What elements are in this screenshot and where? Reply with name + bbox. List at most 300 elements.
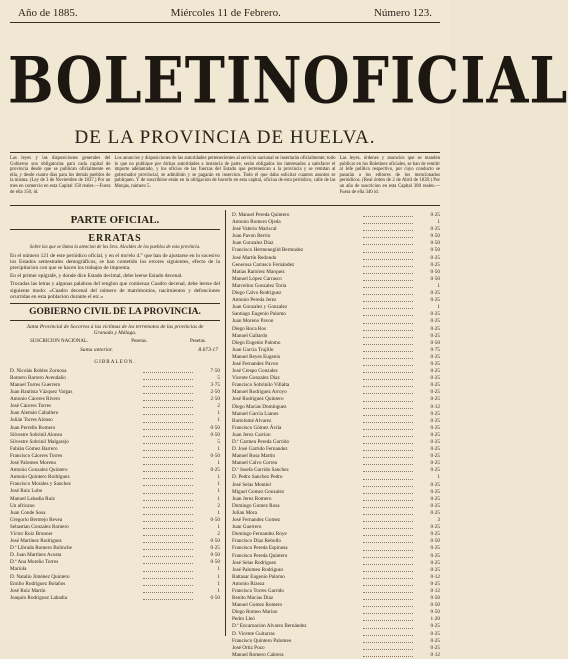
donor-amount: 7·50	[210, 367, 220, 374]
donor-name: José Palomeo Rodriguez	[232, 566, 284, 573]
donor-row	[232, 638, 440, 645]
donor-name: Manuel Gallardo	[232, 332, 268, 339]
donor-amount: 0·75	[430, 346, 440, 353]
donor-row	[10, 389, 220, 396]
donor-row	[232, 368, 440, 375]
donor-name: D. Pedro Sanchez Pedro	[232, 474, 283, 481]
donor-row	[232, 616, 440, 623]
dot-leader	[143, 403, 193, 408]
dot-leader	[143, 496, 193, 501]
donor-row	[10, 396, 220, 403]
right-column	[232, 212, 440, 658]
dot-leader	[143, 545, 193, 550]
dot-leader	[143, 389, 193, 394]
column-separator	[225, 210, 226, 636]
donor-name: Juan Garcia Trujillo	[232, 346, 274, 353]
donor-name: Julián Torres Alonso	[10, 417, 53, 424]
gobierno-heading: GOBIERNO CIVIL DE LA PROVINCIA.	[29, 307, 201, 318]
previous-sum	[10, 344, 220, 355]
donor-row	[232, 333, 440, 340]
donor-row	[10, 581, 220, 588]
donor-name: Francisco Hermenegild Bermudez	[232, 247, 304, 254]
donor-name: Diego Eugenio Palomo	[232, 339, 281, 346]
dot-leader	[143, 517, 193, 522]
donor-name: D.ª Josefa Garrido Sanchez	[232, 467, 289, 474]
donor-amount: 0·50	[430, 595, 440, 602]
donor-amount: 0·25	[430, 375, 440, 382]
donor-row	[232, 474, 440, 481]
donor-row	[232, 609, 440, 616]
donor-name: Juan Conde Sosa	[10, 509, 46, 516]
donor-row	[10, 417, 220, 424]
dot-leader	[363, 453, 413, 458]
donor-row	[232, 545, 440, 552]
donor-name: Antonio Pereda Jerez	[232, 297, 277, 304]
donor-row	[10, 496, 220, 503]
donor-row	[232, 375, 440, 382]
dot-leader	[363, 347, 413, 352]
donor-row	[232, 581, 440, 588]
donor-name: Manuel Romero Cabrera	[232, 651, 284, 658]
donor-name: Vicente Gonzalez Díaz	[232, 375, 280, 382]
donor-amount: 0·50	[430, 275, 440, 282]
donor-name: Santiago Eugenio Palomo	[232, 311, 286, 318]
donor-amount: 0·25	[430, 545, 440, 552]
donor-amount: 1	[217, 495, 220, 502]
donor-amount: 0·25	[430, 559, 440, 566]
dot-leader	[143, 588, 193, 593]
donor-name: D. Juan Martínez Acosta	[10, 552, 62, 559]
donor-name: Juan Moreno Pavon	[232, 318, 274, 325]
donor-name: Francisco Díaz Rebollo	[232, 538, 281, 545]
donor-amount: 0·25	[430, 424, 440, 431]
donor-row	[232, 418, 440, 425]
donor-row	[10, 453, 220, 460]
junta-heading: Junta Provincial de Socorros á las víctimas de los terremotos de las provincias de Granada y Málaga.	[26, 324, 204, 337]
donor-row	[232, 361, 440, 368]
donor-amount: 0·25	[430, 226, 440, 233]
donor-amount: 0·25	[430, 502, 440, 509]
donor-name: Juan Perrello Romero	[10, 424, 56, 431]
donor-row	[232, 240, 440, 247]
dot-leader	[363, 638, 413, 643]
dot-leader	[143, 510, 193, 515]
donor-name: Manuel Calvo Correa	[232, 460, 277, 467]
donor-amount: 1	[217, 566, 220, 573]
dot-leader	[363, 340, 413, 345]
donor-row	[10, 382, 220, 389]
donor-name: D. José Garrido Fernandez	[232, 446, 288, 453]
dot-leader	[363, 432, 413, 437]
dot-leader	[363, 318, 413, 323]
donor-amount: 0·50	[430, 268, 440, 275]
donor-amount: 0·50	[430, 538, 440, 545]
dot-leader	[143, 595, 193, 600]
donor-row	[10, 446, 220, 453]
donor-amount: 0·25	[430, 332, 440, 339]
dot-leader	[363, 602, 413, 607]
donor-amount: 0·12	[430, 403, 440, 410]
dot-leader	[143, 488, 193, 493]
donor-name: Juan Alemán Caballero	[10, 410, 59, 417]
donor-amount: 0·25	[430, 431, 440, 438]
donor-row	[232, 262, 440, 269]
donor-amount: 0·50	[430, 240, 440, 247]
donor-amount: 0·50	[430, 609, 440, 616]
issue-date: Miércoles 11 de Febrero.	[170, 7, 281, 19]
donor-amount: 2	[217, 403, 220, 410]
donor-name: Benito Macias Díaz	[232, 595, 274, 602]
donor-name: Julian Mora	[232, 509, 257, 516]
dot-leader	[363, 510, 413, 515]
donor-amount: 0·50	[430, 339, 440, 346]
dot-leader	[143, 453, 193, 458]
donor-row	[10, 425, 220, 432]
donor-amount: 0·25	[430, 531, 440, 538]
donor-name: José Crespo Gonzalez	[232, 368, 278, 375]
donor-amount: 0·25	[430, 566, 440, 573]
donor-amount: 0·25	[430, 509, 440, 516]
donor-name: Francisco Quintero Palomeo	[232, 637, 292, 644]
donor-name: D. Nicolás Robles Zornoza	[10, 367, 67, 374]
donor-row	[10, 517, 220, 524]
dot-leader	[363, 588, 413, 593]
dot-leader	[143, 538, 193, 543]
dot-leader	[143, 382, 193, 387]
dot-leader	[363, 652, 413, 657]
donor-row	[232, 354, 440, 361]
donor-name: Juan Gonzalez y Gonzalez	[232, 304, 288, 311]
donor-name: Víctor Ruiz Brunner	[10, 530, 53, 537]
dot-leader	[363, 333, 413, 338]
donor-amount: 1	[217, 587, 220, 594]
donor-row	[232, 212, 440, 219]
dot-leader	[363, 531, 413, 536]
donor-amount: 1	[217, 488, 220, 495]
dot-leader	[363, 560, 413, 565]
dot-leader	[143, 552, 193, 557]
parte-oficial-heading: PARTE OFICIAL.	[70, 214, 160, 226]
dot-leader	[143, 368, 193, 373]
donor-amount: 0·25	[430, 439, 440, 445]
donor-name: Marcelino Gonzalez Toria	[232, 282, 287, 289]
donor-amount: 1	[217, 474, 220, 481]
dot-leader	[363, 375, 413, 380]
intro-left: Las leyes y las disposiciones generales del Gobierno son obligatorias para cada capital de provincia desde que se publican oficialmente en ella, y desde cuatro días para los demás pueblos de la misma. (Ley de 3 de Noviembre de 1837.) Por un mes en comercio en esta Capital 150 reales.—Fuera de ella 150, id.	[10, 156, 111, 195]
donor-amount: 1	[217, 410, 220, 417]
donor-name: Fabián Gómez Barrero	[10, 445, 58, 452]
donor-row	[10, 403, 220, 410]
dot-leader	[363, 226, 413, 231]
donor-name: José Palomeo Moreno	[10, 460, 57, 467]
donor-amount: 1	[217, 417, 220, 424]
donor-amount: 0·50	[210, 431, 220, 438]
header-suscricion: SUSCRICION NACIONAL.	[30, 338, 89, 344]
donor-row	[232, 226, 440, 233]
donor-name: José Ruiz Lobo	[10, 488, 43, 495]
donor-amount: 2·50	[210, 396, 220, 403]
issue-line	[18, 6, 432, 20]
donor-amount: 1·20	[430, 616, 440, 623]
donor-row	[232, 347, 440, 354]
donor-name: Francisco Pereda Espinosa	[232, 545, 288, 552]
donor-amount: 0·12	[430, 587, 440, 594]
donor-name: D.ª Encarnacion Alvarez Bernández	[232, 623, 307, 630]
donor-amount: 1	[437, 474, 440, 481]
donor-name: D. Manuel Pereda Quintero	[232, 212, 290, 218]
donor-amount: 3	[437, 517, 440, 524]
donor-name: José Selas Montiel	[232, 481, 271, 488]
donor-name: José Fernandez Pavon	[232, 360, 279, 367]
donor-amount: 0·25	[430, 637, 440, 644]
donor-row	[232, 467, 440, 474]
donor-row	[232, 269, 440, 276]
left-column	[10, 212, 220, 638]
donor-amount: 0·25	[430, 389, 440, 396]
donor-amount: 0·25	[430, 417, 440, 424]
donor-amount: 0·25	[430, 368, 440, 375]
sum-label: Suma anterior.	[80, 346, 113, 353]
donor-name: Joaquín Rodriguez Labadia	[10, 594, 68, 601]
donor-name: José Ruiz Martín	[10, 587, 46, 594]
dot-leader	[363, 496, 413, 501]
dot-leader	[363, 467, 413, 472]
donor-row	[232, 276, 440, 283]
donor-row	[10, 432, 220, 439]
donor-row	[232, 574, 440, 581]
issue-year: Año de 1885.	[18, 7, 78, 19]
donor-row	[232, 567, 440, 574]
dot-leader	[143, 503, 193, 508]
donor-name: Matías Ramírez Marquez	[232, 268, 285, 275]
donor-amount: 1	[217, 481, 220, 488]
donor-amount: 0·25	[430, 396, 440, 403]
dot-leader	[363, 623, 413, 628]
dot-leader	[363, 290, 413, 295]
donor-name: Juan Jerez Carrion	[232, 431, 271, 438]
erratas-subheading: Sobre las que se llama la atencion de los Sres. Alcaldes de los pueblos de esta provincia.	[29, 245, 201, 250]
donor-name: José Martín Redondo	[232, 254, 277, 261]
dot-leader	[363, 538, 413, 543]
divider	[10, 320, 220, 321]
donor-amount: 0·50	[430, 602, 440, 609]
donor-row	[10, 538, 220, 545]
donor-amount: 0·25	[430, 453, 440, 460]
dot-leader	[143, 425, 193, 430]
donor-row	[232, 425, 440, 432]
donor-row	[232, 538, 440, 545]
donor-name: Generosa Carrasco Fernández	[232, 261, 295, 268]
donor-name: Antonio Rizeza	[232, 580, 265, 587]
donor-name: Juan Jerez Romero	[232, 495, 272, 502]
donor-name: Emilio Rodriguez Bolaños	[10, 580, 66, 587]
dot-leader	[363, 418, 413, 423]
donor-row	[10, 503, 220, 510]
donor-row	[232, 588, 440, 595]
dot-leader	[143, 581, 193, 586]
donor-amount: 0·25	[430, 261, 440, 268]
donor-name: Mariola	[10, 566, 27, 573]
donor-row	[232, 631, 440, 638]
donor-row	[10, 595, 220, 602]
erratas-heading: ERRATAS	[88, 233, 142, 244]
donor-row	[232, 326, 440, 333]
donor-row	[10, 488, 220, 495]
donor-amount: 0·50	[430, 247, 440, 254]
donor-row	[232, 553, 440, 560]
dot-leader	[363, 297, 413, 302]
donor-amount: 5	[217, 438, 220, 445]
donor-amount: 0·25	[430, 212, 440, 218]
donor-amount: 0·25	[430, 495, 440, 502]
dot-leader	[143, 524, 193, 529]
donor-row	[232, 297, 440, 304]
donor-name: Juan Guerrero	[232, 524, 262, 531]
donor-amount: 0·25	[430, 360, 440, 367]
donor-row	[10, 460, 220, 467]
dot-leader	[363, 276, 413, 281]
donor-row	[10, 524, 220, 531]
donor-name: Domingo Fernandez Roye	[232, 531, 287, 538]
header-pesetas-b: Pesetas.	[190, 338, 206, 344]
donor-row	[232, 318, 440, 325]
donor-row	[232, 432, 440, 439]
dot-leader	[143, 446, 193, 451]
dot-leader	[143, 559, 193, 564]
dot-leader	[363, 269, 413, 274]
donor-amount: 1	[217, 460, 220, 467]
dot-leader	[363, 482, 413, 487]
donor-row	[232, 411, 440, 418]
donor-name: Bartolomé Alvarez	[232, 417, 272, 424]
dot-leader	[363, 609, 413, 614]
erratas-paragraph-1: En el número 121 de este periódico oficial, y en el mo'elo 4.° que han de ajustarse en lo sucesivo los Estados semestrales demográficos, se han cometido los errores siguientes, efecto de la precipitacion con que se hacen los trabajos de imprenta.	[10, 252, 220, 271]
donor-name: Silvestre Sobrinil Malgarejo	[10, 438, 69, 445]
donor-row	[10, 574, 220, 581]
dot-leader	[363, 247, 413, 252]
intro-right: Las leyes, órdenes y anuncios que se manden publicar en los Boletines oficiales, se han de remitir al Jefe político respectivo, por cuyo conducto se pasarán a los editores de los mencionados periódicos. (Real órden de 2 de Abril de 1839.) Por un año de suscricion en esta Capital 300 reales.—Fuera de ella 340 id.	[339, 156, 440, 195]
intro-middle: Los anuncios y disposiciones de las autoridades pertenecientes al servicio nacional se insertarán oficialmente; todo lo que no publique por dichas autoridades a instancia de parte, serán obligados los interesados a satisfacer el importe adelantado, y los oficios de las fuerzas del Estado que pertenezcan a la provincia y se remitan al gobernador provincial, se admitirán y se pagarán en insercion. Todo el que daba solicitar cuantos asuntos se publiquen. Y de suscribirse están en la obligacion de hacerlo en esta capital, oficina de esta periódico, calle de las Monjas, número 5.	[114, 156, 336, 189]
donor-amount: 0·25	[430, 630, 440, 637]
dot-leader	[363, 581, 413, 586]
subtitle-rule	[10, 152, 440, 153]
donor-name: Manuel Labadia Ruiz	[10, 495, 55, 502]
dot-leader	[143, 460, 193, 465]
donor-row	[10, 510, 220, 517]
masthead	[8, 42, 568, 118]
dot-leader	[143, 481, 193, 486]
donor-name: Un africano	[10, 502, 35, 509]
donor-name: Francisco Torres Garrido	[232, 587, 284, 594]
donor-amount: 0·25	[430, 318, 440, 325]
donor-name: D. Vicente Guitarras	[232, 630, 275, 637]
donor-row	[232, 255, 440, 262]
donor-row	[232, 645, 440, 652]
donor-row	[10, 467, 220, 474]
dot-leader	[363, 411, 413, 416]
dot-leader	[363, 382, 413, 387]
donor-name: Manuel López Carrasco	[232, 275, 282, 282]
donor-name: Francisco Gómez Ávila	[232, 424, 282, 431]
donor-name: Domingo Gomez Rosa	[232, 502, 280, 509]
donor-row	[232, 396, 440, 403]
donor-name: D.ª Librada Romero Bolinche	[10, 545, 72, 552]
dot-leader	[363, 389, 413, 394]
donor-name: Pedro Lleó	[232, 616, 255, 623]
donor-row	[232, 453, 440, 460]
donor-amount: 0·50	[210, 594, 220, 601]
erratas-paragraph-3: Trocadas las letras y algunas palabras del renglon que comienza Cuadro decenal, debe leerse del siguiente modo: «Cuadro decenal del número de matrimonios, nacimientos y defunciones ocurridas en esta poblacion durante el etc.»	[10, 281, 220, 300]
dot-leader	[363, 446, 413, 451]
donor-amount: 0·25	[430, 481, 440, 488]
donor-amount: 0·50	[210, 424, 220, 431]
donor-row	[10, 588, 220, 595]
donor-amount: 0·50	[210, 552, 220, 559]
dot-leader	[143, 439, 193, 444]
donor-amount: 0·12	[430, 651, 440, 658]
dot-leader	[363, 460, 413, 465]
donor-row	[232, 389, 440, 396]
donor-row	[10, 531, 220, 538]
donor-amount: 5	[217, 374, 220, 381]
dot-leader	[363, 361, 413, 366]
donor-name: Antonio Quintero Rodriguez	[10, 474, 70, 481]
dot-leader	[143, 410, 193, 415]
donor-name: Francisco Cáceres Torres	[10, 452, 63, 459]
donor-amount: 1	[217, 580, 220, 587]
donor-amount: 0·25	[430, 290, 440, 297]
donor-name: Francisco Morales y Sanchez	[10, 481, 71, 488]
dot-leader	[363, 368, 413, 373]
donor-row	[232, 219, 440, 226]
donor-name: José Valerio Mariscal	[232, 226, 277, 233]
donor-name: Juan Gonzalez Díaz	[232, 240, 274, 247]
donor-name: Manuel Gomez Romero	[232, 602, 283, 609]
donor-amount: 0·25	[430, 446, 440, 453]
donor-amount: 0·25	[430, 297, 440, 304]
donor-amount: 0·25	[210, 545, 220, 552]
donor-row	[10, 375, 220, 382]
donor-amount: 0·25	[210, 467, 220, 474]
dot-leader	[363, 567, 413, 572]
donor-row	[232, 283, 440, 290]
top-rule	[10, 22, 440, 23]
dot-leader	[363, 283, 413, 288]
donor-name: Miguel Gomez Gonzalez	[232, 488, 285, 495]
donor-row	[10, 439, 220, 446]
donor-amount: 0·25	[430, 311, 440, 318]
dot-leader	[363, 326, 413, 331]
donor-row	[232, 602, 440, 609]
donor-row	[232, 340, 440, 347]
donor-amount: 0·25	[430, 644, 440, 651]
title-left: BOLETIN	[8, 42, 303, 118]
dot-leader	[363, 311, 413, 316]
donor-name: Antonio Gonzalez Quintero	[10, 467, 68, 474]
dot-leader	[363, 240, 413, 245]
dot-leader	[363, 595, 413, 600]
intro-notices	[10, 156, 440, 198]
donor-row	[232, 446, 440, 453]
town-heading: GIBRALEON.	[94, 358, 136, 365]
donor-name: D.ª Carmen Pereda Garrido	[232, 439, 290, 445]
donor-name: Antonio Romero Ojeda	[232, 219, 281, 226]
donor-amount: 0·25	[430, 488, 440, 495]
donor-name: Gregorio Bermejo Revea	[10, 516, 63, 523]
dot-leader	[143, 417, 193, 422]
dot-leader	[363, 262, 413, 267]
donor-name: D.ª Ana Moreño Torres	[10, 559, 59, 566]
